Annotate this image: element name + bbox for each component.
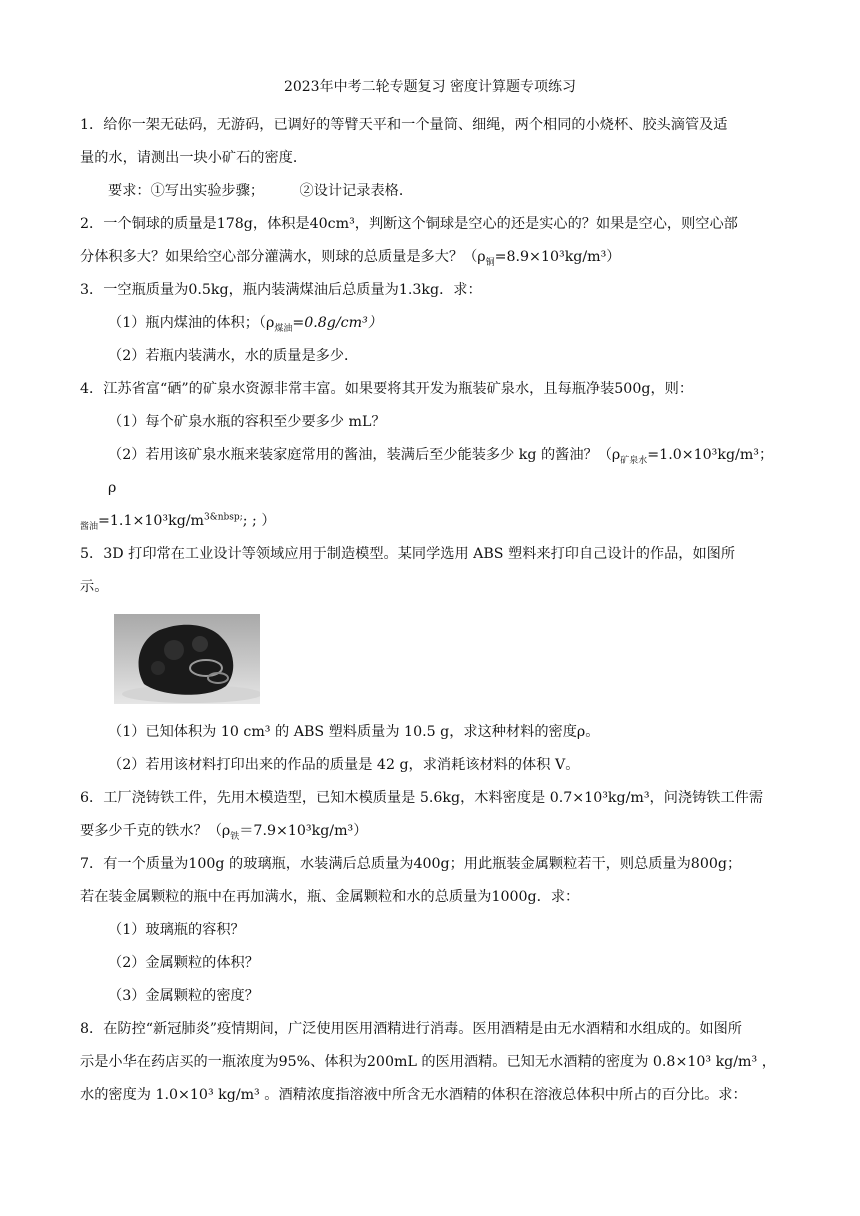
q4-soy-value: =1.1×10³kg/m — [98, 513, 205, 529]
q3-sub1 — [80, 307, 780, 340]
q2-subscript: 铜 — [485, 257, 495, 268]
q2-line2 — [80, 241, 780, 274]
q4-soy-superscript: 3&nbsp; — [204, 512, 243, 523]
q2-line1: 2．一个铜球的质量是178g，体积是40cm³，判断这个铜球是空心的还是实心的？如果是空心，则空心部 — [80, 216, 738, 232]
q3-sub2: （2）若瓶内装满水，水的质量是多少． — [108, 348, 359, 364]
q6-line2-value: ＝7.9×10³kg/m³） — [239, 823, 368, 839]
q7-sub1: （1）玻璃瓶的容积？ — [108, 922, 245, 938]
q5-sub2: （2）若用该材料打印出来的作品的质量是 42 g，求消耗该材料的体积 V。 — [108, 757, 580, 773]
q4-sub2-text: （2）若用该矿泉水瓶来装家庭常用的酱油，装满后至少能装多少 kg 的酱油？（ρ — [108, 447, 621, 463]
q1-line1: 1．给你一架无砝码，无游码，已调好的等臂天平和一个量筒、细绳，两个相同的小烧杯、胶头滴管及适 — [80, 117, 728, 133]
q8-line1: 8．在防控“新冠肺炎”疫情期间，广泛使用医用酒精进行消毒。医用酒精是由无水酒精和水组成的。如图所 — [80, 1021, 742, 1037]
q8-line3: 水的密度为 1.0×10³ kg/m³ 。酒精浓度指溶液中所含无水酒精的体积在溶液总体积中所占的百分比。求： — [80, 1087, 747, 1103]
q4-sub2-subscript: 矿泉水 — [620, 455, 648, 466]
q6-line2-text: 要多少千克的铁水？（ρ — [80, 823, 231, 839]
q8-line2: 示是小华在药店买的一瓶浓度为95%、体积为200mL 的医用酒精。已知无水酒精的密度为 0.8×10³ kg/m³ ， — [80, 1054, 776, 1070]
3d-print-photo — [114, 614, 260, 704]
q2-line2-text: 分体积多大？如果给空心部分灌满水，则球的总质量是多大？（ρ — [80, 249, 486, 265]
question-list — [80, 109, 780, 1112]
q3-sub1-text: （1）瓶内煤油的体积；（ρ — [108, 315, 275, 331]
q5-line2: 示。 — [80, 579, 109, 595]
q4-soy-subscript: 酱油 — [80, 521, 99, 532]
q6-line2 — [80, 815, 780, 848]
q7-sub2: （2）金属颗粒的体积？ — [108, 955, 259, 971]
q5-line1: 5．3D 打印常在工业设计等领域应用于制造模型。某同学选用 ABS 塑料来打印自己设计的作品，如图所 — [80, 546, 736, 562]
q3-sub1-subscript: 煤油 — [274, 323, 293, 334]
document-title: 2023年中考二轮专题复习 密度计算题专项练习 — [283, 79, 577, 95]
q7-line2: 若在装金属颗粒的瓶中在再加满水，瓶、金属颗粒和水的总质量为1000g．求： — [80, 889, 580, 905]
q6-subscript: 铁 — [230, 831, 240, 842]
q4-sub2 — [80, 439, 780, 505]
q7-line1: 7．有一个质量为100g 的玻璃瓶，水装满后总质量为400g；用此瓶装金属颗粒若干，则总质量为800g； — [80, 856, 742, 872]
q7-sub3: （3）金属颗粒的密度？ — [108, 988, 259, 1004]
q3-line1: 3．一空瓶质量为0.5kg，瓶内装满煤油后总质量为1.3kg．求： — [80, 282, 482, 298]
q1-line2: 量的水，请测出一块小矿石的密度． — [80, 150, 308, 166]
q4-line1: 4．江苏省富“硒”的矿泉水资源非常丰富。如果要将其开发为瓶装矿泉水，且每瓶净装500g，则： — [80, 381, 694, 397]
q3-sub1-value: =0.8g/cm³） — [292, 315, 382, 331]
q4-sub2-cont — [80, 505, 780, 538]
q4-sub1: （1）每个矿泉水瓶的容积至少要多少 mL？ — [108, 414, 386, 430]
q1-requirement: 要求：①写出实验步骤； ②设计记录表格． — [108, 183, 414, 199]
q2-line2-value: =8.9×10³kg/m³） — [494, 249, 621, 265]
q4-soy-end: ; ; ） — [242, 513, 276, 529]
q5-sub1: （1）已知体积为 10 cm³ 的 ABS 塑料质量为 10.5 g，求这种材料的密度ρ。 — [108, 724, 600, 740]
q4-sub2-value: =1.0×10³kg/m³；ρ — [108, 447, 774, 496]
q6-line1: 6．工厂浇铸铁工件，先用木模造型，已知木模质量是 5.6kg，木料密度是 0.7×10³kg/m³，问浇铸铁工件需 — [80, 790, 764, 806]
3d-print-figure-icon — [114, 614, 260, 704]
